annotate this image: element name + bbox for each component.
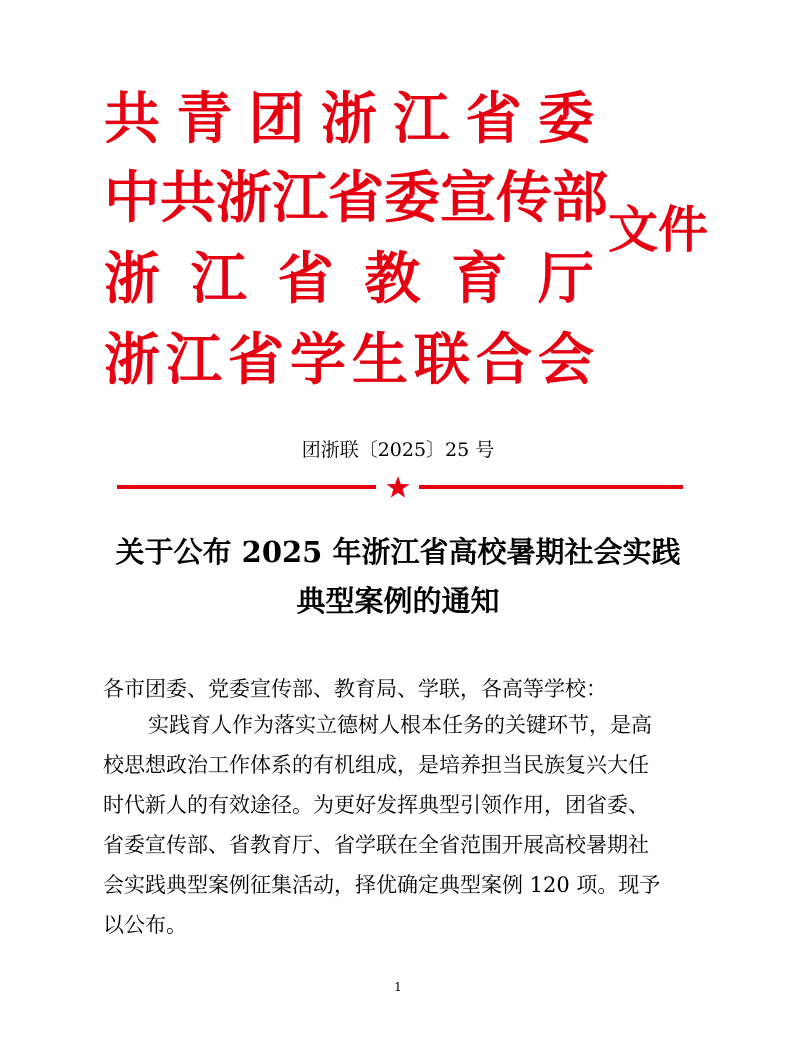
body-line-4: 省委宣传部、省教育厅、省学联在全省范围开展高校暑期社 bbox=[103, 833, 649, 857]
document-number: 团浙联〔2025〕25 号 bbox=[301, 439, 495, 461]
document-type-label: 文件 bbox=[608, 200, 708, 259]
document-header bbox=[104, 80, 708, 393]
page-number: 1 bbox=[394, 980, 402, 994]
body-line-3: 时代新人的有效途径。为更好发挥典型引领作用，团省委、 bbox=[103, 793, 649, 817]
red-divider-right bbox=[419, 485, 683, 489]
body-line-5: 会实践典型案例征集活动，择优确定典型案例 120 项。现予 bbox=[103, 873, 661, 897]
issuing-org-3: 浙 江 省 教 育 厅 bbox=[104, 246, 594, 312]
notice-title-line-2: 典型案例的通知 bbox=[296, 584, 500, 618]
issuing-org-1: 共 青 团 浙 江 省 委 bbox=[104, 86, 594, 152]
body-line-1: 实践育人作为落实立德树人根本任务的关键环节，是高 bbox=[148, 713, 652, 737]
salutation: 各市团委、党委宣传部、教育局、学联，各高等学校： bbox=[103, 677, 607, 701]
issuing-org-2: 中 共 浙 江 省 委 宣 传 部 bbox=[104, 165, 608, 231]
red-star-icon bbox=[386, 476, 410, 498]
issuing-org-4: 浙 江 省 学 生 联 合 会 bbox=[104, 327, 594, 393]
notice-title-line-1: 关于公布 2025 年浙江省高校暑期社会实践 bbox=[115, 535, 681, 569]
body-line-6: 以公布。 bbox=[103, 913, 187, 937]
body-line-2: 校思想政治工作体系的有机组成，是培养担当民族复兴大任 bbox=[103, 753, 649, 777]
red-divider-left bbox=[117, 485, 376, 489]
